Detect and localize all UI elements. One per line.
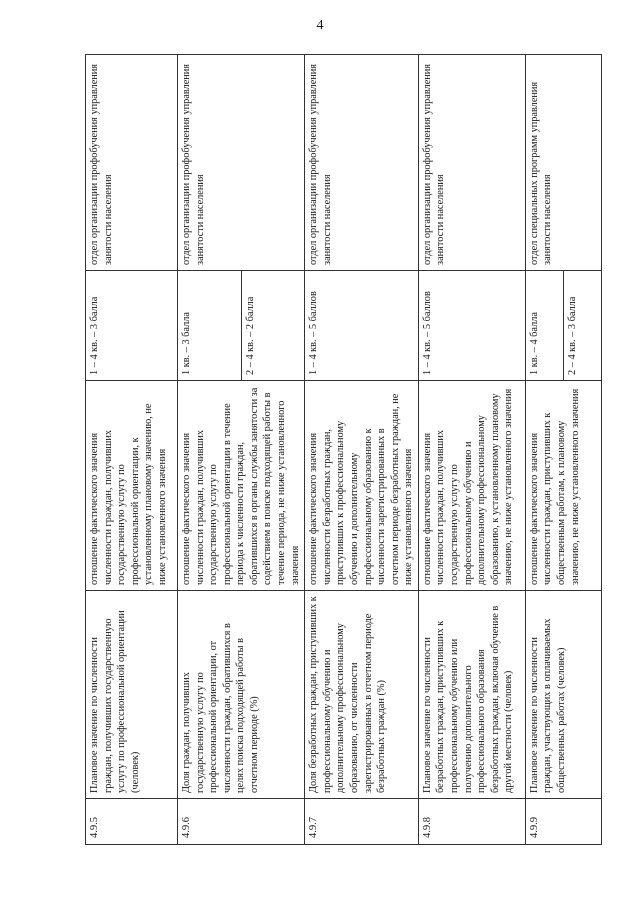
score-part: 2 – 4 кв. – 2 балла	[241, 271, 305, 380]
row-number: 4.9.9	[525, 799, 601, 845]
table-row	[305, 55, 419, 845]
method-cell: отношение фактического значения численности граждан, получивших государственную услугу по профессиональной ориентации в течение периода к численности граждан, обратившихся в органы службы занятости за содействием в поиске подходящей работы в течение периода, не ниже установленного значения	[178, 381, 305, 591]
table-row	[418, 55, 525, 845]
table-row	[178, 55, 305, 845]
score-part: 1 кв. – 3 балла	[181, 312, 192, 375]
row-number: 4.9.8	[418, 799, 525, 845]
row-number: 4.9.6	[178, 799, 305, 845]
responsible-cell: отдел организации профобучения управления занятости населения	[305, 55, 419, 271]
row-number: 4.9.7	[305, 799, 419, 845]
method-cell: отношение фактического значения численности граждан, получивших государственную услугу по профессиональному обучению и дополнительному профессиональному образованию, к установленному плановому значению, не ниже установленного значения	[418, 381, 525, 591]
responsible-cell: отдел организации профобучения управления занятости населения	[178, 55, 305, 271]
indicators-table	[85, 54, 602, 845]
score-cell: 1 – 4 кв. – 3 балла	[86, 271, 178, 381]
score-cell	[178, 271, 305, 381]
method-cell: отношение фактического значения численности безработных граждан, приступивших к профессиональному обучению и дополнительному профессиональному образованию к численности зарегистрированных в отчетном периоде безработных граждан, не ниже установленного значения	[305, 381, 419, 591]
indicator-cell: Доля граждан, получивших государственную услугу по профессиональной ориентации, от численности граждан, обратившихся в целях поиска подходящей работы в отчетном периоде (%)	[178, 591, 305, 799]
method-cell: отношение фактического значения численности граждан, получивших государственную услугу по профессиональной ориентации, к установленному плановому значению, не ниже установленного значения	[86, 381, 178, 591]
indicator-cell: Плановое значение по численности граждан, участвующих в оплачиваемых общественных работах (человек)	[525, 591, 601, 799]
responsible-cell: отдел организации профобучения управления занятости населения	[418, 55, 525, 271]
table-frame	[85, 55, 580, 845]
responsible-cell: отдел организации профобучения управления занятости населения	[86, 55, 178, 271]
indicator-cell: Плановое значение по численности безработных граждан, приступивших к профессиональному обучению или получению дополнительного профессионального образования безработных граждан, включая обучение в другой местности (человек)	[418, 591, 525, 799]
page-number: 4	[316, 18, 324, 33]
indicator-cell: Доля безработных граждан, приступивших к профессиональному обучению и дополнительному профессиональному образованию, от численности зарегистрированных в отчетном периоде безработных граждан (%)	[305, 591, 419, 799]
score-part: 2 – 4 кв. – 3 балла	[563, 271, 601, 380]
table-row	[86, 55, 178, 845]
indicator-cell: Плановое значение по численности граждан, получивших государственную услугу по профессиональной ориентации (человек)	[86, 591, 178, 799]
responsible-cell: отдел специальных программ управления занятости населения	[525, 55, 601, 271]
score-cell	[525, 271, 601, 381]
score-part: 1 кв. – 4 балла	[528, 312, 540, 375]
score-cell: 1 – 4 кв. – 5 баллов	[305, 271, 419, 381]
score-cell: 1 – 4 кв. – 5 баллов	[418, 271, 525, 381]
table-row	[525, 55, 601, 845]
row-number: 4.9.5	[86, 799, 178, 845]
method-cell: отношение фактического значения численности граждан, приступивших к общественным работам, к плановому значению, не ниже установленного значения	[525, 381, 601, 591]
